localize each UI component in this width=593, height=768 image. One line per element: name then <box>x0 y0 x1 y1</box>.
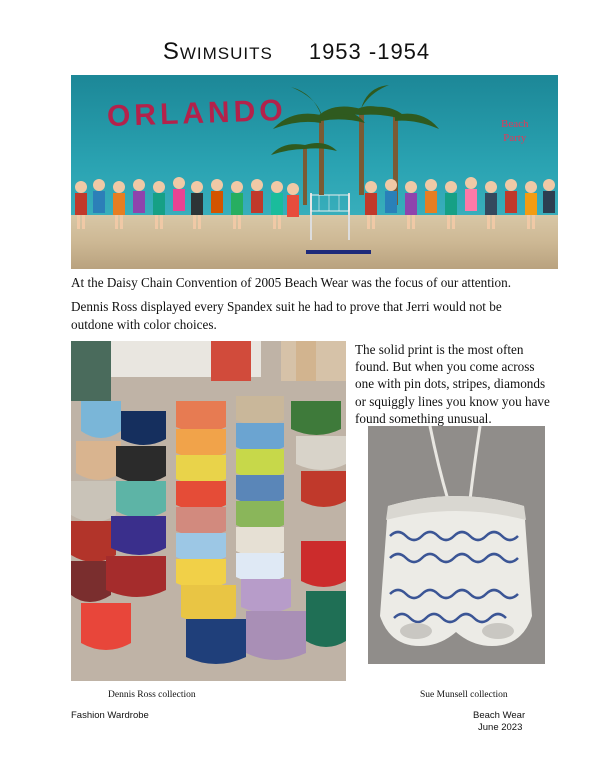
caption-sue-munsell: Sue Munsell collection <box>420 690 508 700</box>
footer-right-line1: Beach Wear <box>473 710 526 721</box>
page-title <box>0 38 593 66</box>
footer-right <box>473 710 525 734</box>
beach-party-sign-line2: Party <box>503 132 527 144</box>
footer-right-date: June 2023 <box>478 722 523 733</box>
beach-party-sign-line1: Beach <box>501 118 529 130</box>
title-word: Swimsuits <box>162 38 273 65</box>
sue-munsell-suit-photo <box>368 426 545 664</box>
paragraph-dennis-ross: Dennis Ross displayed every Spandex suit he had to prove that Jerri would not be outdone with color choices. <box>71 299 502 332</box>
caption-dennis-ross: Dennis Ross collection <box>108 690 196 700</box>
footer-left: Fashion Wardrobe <box>71 710 149 721</box>
paragraph-solid-print: The solid print is the most often found. But when you come across one with pin dots, stripes, diamonds or squiggly lines you know you have found something unusual. <box>355 342 550 426</box>
orlando-sign: ORLANDO <box>106 93 288 134</box>
beach-display-photo <box>71 75 558 269</box>
title-years: 1953 -1954 <box>308 39 431 64</box>
paragraph-convention: At the Daisy Chain Convention of 2005 Beach Wear was the focus of our attention. <box>71 275 512 290</box>
beach-party-sign <box>501 117 528 145</box>
spandex-suits-photo <box>71 341 346 681</box>
